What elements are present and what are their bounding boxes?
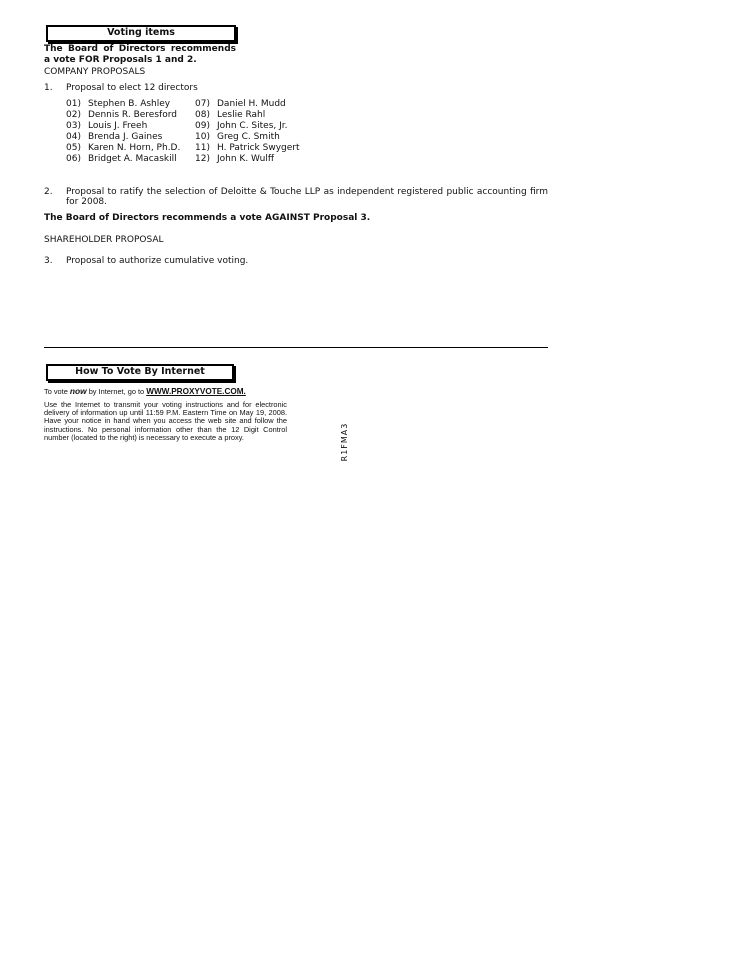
director-number: 01) [66, 99, 81, 109]
internet-instructions-body: Use the Internet to transmit your voting instructions and for electronic delivery of information up until 11:59 P.M. Eastern Time on May 19, 2008. Have your notice in hand when you access the web site and follow the instructions. No personal information other than the 12 Digit Control number (located to the right) is necessary to execute a proxy. [44, 400, 287, 442]
proposal-3-text: Proposal to authorize cumulative voting. [66, 256, 249, 266]
director-name: Stephen B. Ashley [88, 99, 171, 109]
director-name: Brenda J. Gaines [88, 132, 163, 142]
voting-items-header [46, 25, 236, 42]
director-name: Dennis R. Beresford [88, 110, 177, 120]
vote-instructions-line [44, 387, 246, 396]
director-name: John K. Wulff [217, 154, 275, 164]
director-name: Bridget A. Macaskill [88, 154, 177, 164]
director-number: 11) [195, 143, 210, 153]
section-divider [44, 347, 548, 348]
director-number: 09) [195, 121, 210, 131]
director-name: Leslie Rahl [217, 110, 266, 120]
director-number: 06) [66, 154, 81, 164]
director-name: H. Patrick Swygert [217, 143, 300, 153]
proposal-1-number: 1. [44, 83, 53, 93]
director-name: Louis J. Freeh [88, 121, 148, 131]
proposal-1-text: Proposal to elect 12 directors [66, 83, 198, 93]
company-proposals-heading: COMPANY PROPOSALS [44, 67, 146, 77]
voting-items-header-text: Voting items [107, 27, 175, 38]
shareholder-proposal-heading: SHAREHOLDER PROPOSAL [44, 235, 164, 245]
director-number: 10) [195, 132, 210, 142]
director-number: 07) [195, 99, 210, 109]
side-control-code: R1FMA3 [340, 422, 349, 462]
director-number: 12) [195, 154, 210, 164]
director-name: John C. Sites, Jr. [217, 121, 288, 131]
director-number: 03) [66, 121, 81, 131]
proposal-3-number: 3. [44, 256, 53, 266]
director-number: 04) [66, 132, 81, 142]
director-number: 05) [66, 143, 81, 153]
director-name: Karen N. Horn, Ph.D. [88, 143, 181, 153]
vote-line-prefix: To vote [44, 387, 70, 396]
director-number: 02) [66, 110, 81, 120]
recommendation-against: The Board of Directors recommends a vote AGAINST Proposal 3. [44, 213, 371, 223]
proxyvote-link[interactable]: WWW.PROXYVOTE.COM. [146, 387, 246, 396]
proposal-2-text: Proposal to ratify the selection of Deloitte & Touche LLP as independent registered public accounting firm for 2008. [66, 187, 548, 207]
vote-by-internet-header [46, 364, 234, 381]
vote-line-middle: by Internet, go to [86, 387, 147, 396]
director-number: 08) [195, 110, 210, 120]
director-name: Daniel H. Mudd [217, 99, 286, 109]
vote-by-internet-header-text: How To Vote By Internet [75, 366, 205, 377]
director-name: Greg C. Smith [217, 132, 280, 142]
recommendation-for: The Board of Directors recommends a vote FOR Proposals 1 and 2. [44, 44, 236, 65]
vote-line-emphasis: now [69, 386, 87, 396]
proposal-2-number: 2. [44, 187, 53, 197]
